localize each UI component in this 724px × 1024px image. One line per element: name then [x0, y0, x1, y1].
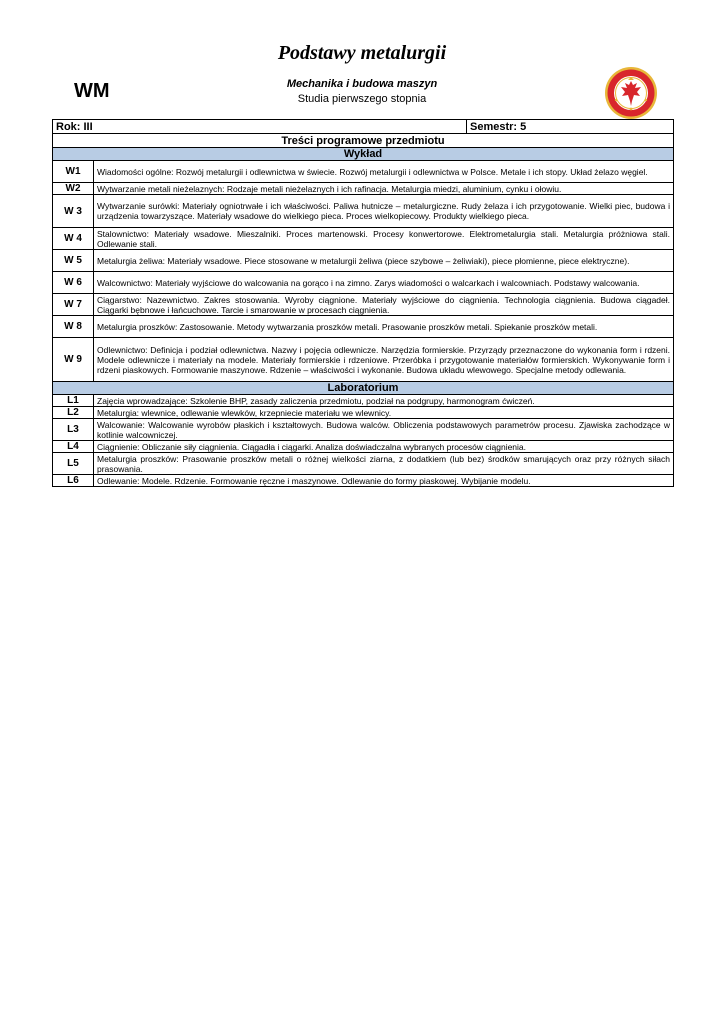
- row-description: Metalurgia proszków: Zastosowanie. Metody wytwarzania proszków metali. Prasowanie proszków metali. Spiekanie proszków metali.: [94, 316, 674, 338]
- row-description: Odlewanie: Modele. Rdzenie. Formowanie ręczne i maszynowe. Odlewanie do formy piaskowej. Wybijanie modelu.: [94, 475, 674, 487]
- table-row: [53, 419, 674, 441]
- table-row: [53, 161, 674, 183]
- row-description: Metalurgia żeliwa: Materiały wsadowe. Piece stosowane w metalurgii żeliwa (piece szybowe – żeliwiaki), piece płomienne, piece elektryczne).: [94, 250, 674, 272]
- row-code: L5: [53, 453, 94, 475]
- table-title-row: [53, 134, 674, 148]
- row-description: Wiadomości ogólne: Rozwój metalurgii i odlewnictwa w świecie. Rozwój metalurgii i odlewnictwa w Polsce. Metale i ich stopy. Układ żelazo węgiel.: [94, 161, 674, 183]
- document-title: Podstawy metalurgii: [277, 42, 447, 64]
- row-code: W2: [53, 183, 94, 195]
- university-emblem-icon: [604, 66, 658, 120]
- table-row: [53, 195, 674, 228]
- table-row: [53, 395, 674, 407]
- row-code: W 6: [53, 272, 94, 294]
- row-code: L1: [53, 395, 94, 407]
- row-code: L2: [53, 407, 94, 419]
- row-description: Zajęcia wprowadzające: Szkolenie BHP, zasady zaliczenia przedmiotu, podział na podgrupy, harmonogram ćwiczeń.: [94, 395, 674, 407]
- row-code: W 7: [53, 294, 94, 316]
- table-row: [53, 453, 674, 475]
- table-row: [53, 475, 674, 487]
- table-row: [53, 316, 674, 338]
- table-row: [53, 272, 674, 294]
- row-description: Walcownictwo: Materiały wyjściowe do walcowania na gorąco i na zimno. Zarys wiadomości o walcarkach i walcowniach. Podstawy walcowania.: [94, 272, 674, 294]
- row-description: Metalurgia: wlewnice, odlewanie wlewków, krzepniecie materiału we wlewnicy.: [94, 407, 674, 419]
- department-code: WM: [74, 80, 110, 102]
- row-description: Metalurgia proszków: Prasowanie proszków metali o różnej wielkości ziarna, z dodatkiem (lub bez) środków smarujących oraz przy różnych siłach prasowania.: [94, 453, 674, 475]
- row-description: Ciągnienie: Obliczanie siły ciągnienia. Ciągadła i ciągarki. Analiza doświadczalna wybranych procesów ciągnienia.: [94, 441, 674, 453]
- table-row: [53, 183, 674, 195]
- lecture-section-header: [53, 148, 674, 161]
- row-code: W 5: [53, 250, 94, 272]
- row-description: Odlewnictwo: Definicja i podział odlewnictwa. Nazwy i pojęcia odlewnicze. Narzędzia formierskie. Przyrządy przeznaczone do wykonania form i rdzeni. Modele odlewnicze i materiały na modele. Materiały formierskie i rdzeniowe. Przeróbka i przygotowanie materiałów formierskich. Wykonywanie form i rdzeni piaskowych. Formowanie maszynowe. Rdzenie – właściwości i wykonanie. Budowa układu wlewowego. Specjalne metody odlewania.: [94, 338, 674, 382]
- field-of-study: Mechanika i budowa maszyn: [286, 78, 438, 90]
- row-code: L6: [53, 475, 94, 487]
- row-code: W 9: [53, 338, 94, 382]
- row-code: W1: [53, 161, 94, 183]
- row-description: Stalownictwo: Materiały wsadowe. Mieszalniki. Proces martenowski. Procesy konwertorowe. Elektrometalurgia stali. Metalurgia próżniowa stali. Odlewanie stali.: [94, 228, 674, 250]
- row-description: Ciągarstwo: Nazewnictwo. Zakres stosowania. Wyroby ciągnione. Materiały wyjściowe do ciągnienia. Technologia ciągnienia. Budowa ciągadeł. Ciągarki bębnowe i łańcuchowe. Tarcie i smarowanie w procesach ciągnienia.: [94, 294, 674, 316]
- lab-section-header: [53, 382, 674, 395]
- table-row: [53, 441, 674, 453]
- row-code: W 8: [53, 316, 94, 338]
- row-description: Wytwarzanie metali nieżelaznych: Rodzaje metali nieżelaznych i ich rafinacja. Metalurgia miedzi, aluminium, cynku i ołowiu.: [94, 183, 674, 195]
- row-description: Walcowanie: Walcowanie wyrobów płaskich i kształtowych. Budowa walców. Obliczenia podstawowych parametrów procesu. Zjawiska zachodzące w kotlinie walcowniczej.: [94, 419, 674, 441]
- table-title: Treści programowe przedmiotu: [53, 134, 674, 148]
- row-code: W 3: [53, 195, 94, 228]
- row-description: Wytwarzanie surówki: Materiały ogniotrwałe i ich właściwości. Paliwa hutnicze – metalurgiczne. Rudy żelaza i ich przygotowanie. Wielki piec, budowa i urządzenia towarzyszące. Materiały wsadowe do wielkiego pieca. Proces wielkopiecowy. Produkty wielkiego pieca.: [94, 195, 674, 228]
- table-row: [53, 338, 674, 382]
- semester-label: Semestr: 5: [467, 120, 674, 134]
- year-label: Rok: III: [53, 120, 467, 134]
- row-code: L4: [53, 441, 94, 453]
- table-row: [53, 228, 674, 250]
- row-code: L3: [53, 419, 94, 441]
- table-row: [53, 294, 674, 316]
- study-level: Studia pierwszego stopnia: [297, 93, 427, 105]
- table-row: [53, 407, 674, 419]
- program-contents-table: [52, 119, 674, 487]
- table-row: [53, 250, 674, 272]
- lecture-heading: Wykład: [53, 148, 674, 161]
- row-code: W 4: [53, 228, 94, 250]
- lab-heading: Laboratorium: [53, 382, 674, 395]
- year-semester-row: [53, 120, 674, 134]
